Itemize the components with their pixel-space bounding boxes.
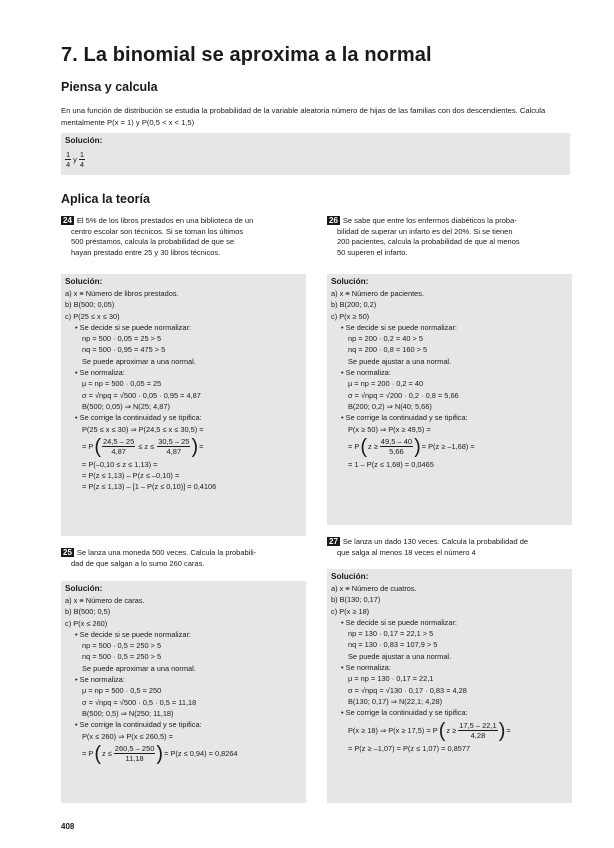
solution-line: • Se normaliza: [341,663,391,673]
solution-line: • Se normaliza: [75,675,125,685]
solution-line: • Se normaliza: [341,368,391,378]
solution-line: b) B(200; 0,2) [331,300,377,310]
solution-line: np = 500 · 0,05 = 25 > 5 [82,334,162,344]
problem-number: 25 [63,548,72,557]
statement-line: 200 pacientes, calcula la probabilidad de que al menos [337,237,520,247]
right-paren: ) [498,719,506,742]
solution-line: Se puede aproximar a una normal. [82,663,196,673]
solution-line: b) B(500; 0,05) [65,300,115,310]
eq-prefix: P(x ≥ 18) ⇒ P(x ≥ 17,5) = P [348,726,438,736]
solution-label: Solución: [331,572,369,581]
aplica-heading: Aplica la teoría [61,192,150,206]
solution-line: nq = 500 · 0,5 = 250 > 5 [82,652,162,662]
solution-line: a) x ≡ Número de caras. [65,596,145,605]
problem-number: 27 [329,537,338,546]
solution-line: B(500; 0,5) ⇒ N(250; 11,18) [82,708,174,718]
right-paren: ) [156,742,164,765]
right-paren: ) [414,435,421,458]
problem-26-solution-box [327,274,572,525]
fraction-denominator: 4 [79,160,85,169]
solution-line: B(130; 0,17) ⇒ N(22,1; 4,28) [348,696,443,706]
problem-number: 26 [329,216,338,225]
solution-line: B(200; 0,2) ⇒ N(40; 5,66) [348,401,432,411]
fraction-denominator: 5,66 [389,447,404,457]
problem-27-solution-box [327,569,572,803]
solution-line: b) B(130; 0,17) [331,595,381,605]
solution-line: c) P(25 ≤ x ≤ 30) [65,311,120,321]
solution-line: a) x ≡ Número de cuatros. [331,584,417,593]
statement-line: dad de que salgan a lo sumo 260 caras. [71,558,205,568]
solution-line: = P(z ≥ –1,07) = P(z ≤ 1,07) = 0,8577 [348,743,471,753]
eq-mid: ≤ z ≤ [138,442,155,452]
solution-line: σ = √npq = √500 · 0,05 · 0,95 = 4,87 [82,390,201,400]
fraction-join: y [73,155,77,164]
statement-line: 50 superen el infarto. [337,247,408,257]
statement-line: Se lanza una moneda 500 veces. Calcula la probabili- [76,548,257,557]
fraction-numerator: 17,5 – 22,1 [459,721,497,731]
problem-number: 24 [63,216,72,225]
problem-24-solution-box [61,274,306,536]
fraction-denominator: 4 [66,160,71,169]
fraction-numerator: 30,5 – 25 [158,437,190,447]
solution-line: • Se decide si se puede normalizar: [75,629,191,639]
fraction-numerator: 24,5 – 25 [102,437,135,447]
solution-line: P(25 ≤ x ≤ 30) ⇒ P(24,5 ≤ x ≤ 30,5) = [82,424,204,434]
solution-line: c) P(x ≥ 18) [331,606,370,616]
solution-line: • Se corrige la continuidad y se tipifica: [341,413,468,423]
fraction-numerator: 49,5 – 40 [380,437,413,447]
solution-line: c) P(x ≥ 50) [331,311,370,321]
statement-line: centro escolar son técnicos. Si se toman los últimos [71,226,244,236]
solution-line: c) P(x ≤ 260) [65,618,108,628]
solution-line: = 1 – P(z ≤ 1,68) = 0,0465 [348,459,434,469]
solution-line: μ = np = 500 · 0,05 = 25 [82,379,162,389]
solution-line: a) x ≡ Número de libros prestados. [65,289,179,298]
statement-line: Se lanza un dado 130 veces. Calcula la probabilidad de [342,537,529,546]
solution-line: P(x ≤ 260) ⇒ P(x ≤ 260,5) = [82,731,173,741]
solution-label: Solución: [65,136,103,145]
solution-line: Se puede ajustar a una normal. [348,651,452,661]
eq-prefix: = P [82,749,94,759]
eq-mid: z ≥ [446,726,457,736]
left-paren: ( [94,742,101,765]
solution-line: np = 200 · 0,2 = 40 > 5 [348,334,423,344]
problem-25-statement [61,548,306,569]
fraction-numerator: 1 [66,150,71,159]
solution-line: μ = np = 130 · 0,17 = 22,1 [348,674,434,684]
solution-line: = P(–0,10 ≤ z ≤ 1,13) = [82,459,158,469]
statement-line: hayan prestado entre 25 y 30 libros técnicos. [71,247,221,257]
standardization-equation [331,437,475,457]
statement-line: El 5% de los libros prestados en una biblioteca de un [76,216,254,225]
statement-line: bilidad de superar un infarto es del 20%. Si se tienen [337,226,513,236]
solution-line: np = 500 · 0,5 = 250 > 5 [82,641,162,651]
section-title: 7. La binomial se aproxima a la normal [61,44,432,66]
solution-line: Se puede ajustar a una normal. [348,356,452,366]
eq-suffix: = P(z ≤ 0,94) = 0,8264 [164,749,238,759]
left-paren: ( [438,719,446,742]
right-paren: ) [191,435,199,458]
left-paren: ( [360,435,367,458]
left-paren: ( [94,435,101,458]
problem-26-statement [327,216,572,258]
solution-line: np = 130 · 0,17 = 22,1 > 5 [348,629,434,639]
solution-line: Se puede aproximar a una normal. [82,356,196,366]
solution-line: μ = np = 200 · 0,2 = 40 [348,379,424,389]
statement-line: 500 préstamos, calcula la probabilidad de que se [71,237,235,247]
solution-line: • Se normaliza: [75,368,125,378]
solution-line: • Se decide si se puede normalizar: [341,322,457,332]
standardization-equation [331,721,511,741]
solution-line: b) B(500; 0,5) [65,607,111,617]
solution-line: nq = 200 · 0,8 = 160 > 5 [348,345,428,355]
solution-line: σ = √npq = √500 · 0,5 · 0,5 = 11,18 [82,697,197,707]
fraction-numerator: 260,5 – 250 [114,744,155,754]
solution-line: • Se corrige la continuidad y se tipifica: [75,413,202,423]
eq-prefix: = P [348,442,360,452]
solution-label: Solución: [65,584,103,593]
page-number: 408 [61,822,75,831]
problem-24-statement [61,216,306,258]
piensa-heading: Piensa y calcula [61,80,158,94]
fraction-denominator: 11,18 [125,754,144,764]
eq-suffix: = [199,442,204,452]
solution-line: B(500; 0,05) ⇒ N(25; 4,87) [82,401,170,411]
solution-line: • Se corrige la continuidad y se tipifica: [75,720,202,730]
solution-line: σ = √npq = √200 · 0,2 · 0,8 = 5,66 [348,390,459,400]
solution-line: • Se corrige la continuidad y se tipifica: [341,708,468,718]
solution-line: • Se decide si se puede normalizar: [341,617,457,627]
fraction-denominator: 4,87 [111,447,126,457]
solution-line: nq = 130 · 0,83 = 107,9 > 5 [348,640,438,650]
eq-prefix: = P [82,442,94,452]
solution-line: • Se decide si se puede normalizar: [75,322,191,332]
solution-line: = P(z ≤ 1,13) – P(z ≤ –0,10) = [82,471,180,481]
solution-line: nq = 500 · 0,95 = 475 > 5 [82,345,166,355]
eq-suffix: = P(z ≥ –1,68) = [421,442,475,452]
standardization-equation [65,437,216,457]
eq-mid: z ≤ [101,749,112,759]
eq-suffix: = [506,726,511,736]
fraction-denominator: 4,28 [470,731,486,741]
fraction-numerator: 1 [79,150,85,159]
solution-label: Solución: [331,277,369,286]
solution-line: a) x ≡ Número de pacientes. [331,289,425,298]
problem-27-statement [327,537,572,558]
piensa-solution [65,150,85,169]
piensa-solution-box [61,133,570,175]
statement-line: que salga al menos 18 veces el número 4 [337,547,476,557]
fraction-denominator: 4,87 [166,447,182,457]
standardization-equation [65,744,238,764]
solution-line: μ = np = 500 · 0,5 = 250 [82,686,162,696]
piensa-text: En una función de distribución se estudia la probabilidad de la variable aleatoria número de hijas de las familias con dos descendientes. Calcula mentalmente P(x = 1) y P(0,5 < x < 1,5) [61,106,546,127]
statement-line: Se sabe que entre los enfermos diabéticos la proba- [342,216,517,225]
solution-line: = P(z ≤ 1,13) – [1 – P(z ≤ 0,10)] = 0,4106 [82,482,217,492]
solution-line: P(x ≥ 50) ⇒ P(x ≥ 49,5) = [348,424,431,434]
solution-line: σ = √npq = √130 · 0,17 · 0,83 = 4,28 [348,685,467,695]
eq-mid: z ≥ [367,442,378,452]
solution-label: Solución: [65,277,103,286]
problem-25-solution-box [61,581,306,803]
